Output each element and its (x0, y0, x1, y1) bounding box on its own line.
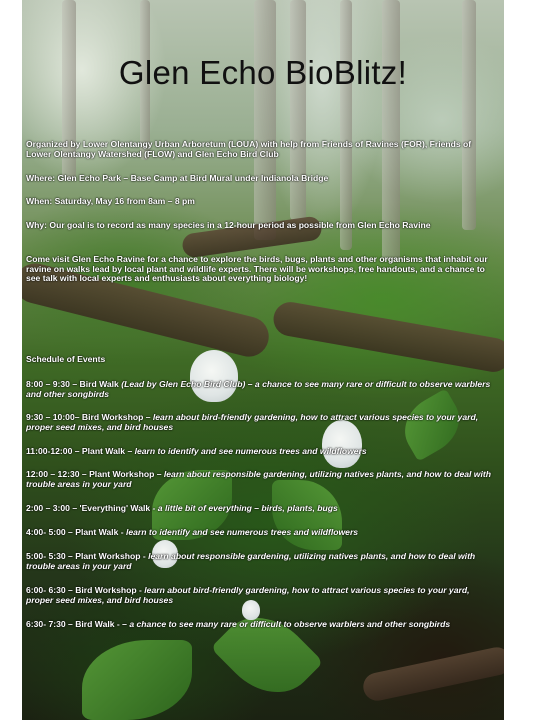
event-time: 12:00 – 12:30 (26, 469, 80, 479)
event-description: learn about responsible gardening, utilizing natives plants, and how to deal with trouble areas in your yard (26, 551, 476, 571)
event-description: (Lead by Glen Echo Bird Club) – a chance to see many rare or difficult to observe warblers and other songbirds (26, 379, 491, 399)
description-text: Come visit Glen Echo Ravine for a chance to explore the birds, bugs, plants and other organisms that inhabit our ravine on walks lead by local plant and wildlife experts. There will be workshops, free handouts, and a chance to see talk with local experts and enthusiasts about everything biology! (26, 254, 488, 284)
event-name: – Bird Walk - (65, 619, 123, 629)
event-time: 5:00- 5:30 (26, 551, 66, 561)
event-time: 4:00- 5:00 (26, 527, 66, 537)
schedule-event (26, 586, 496, 605)
schedule-event (26, 447, 496, 457)
why-text: Why: Our goal is to record as many species in a 12-hour period as possible from Glen Echo Ravine (26, 220, 431, 230)
schedule-event (26, 504, 496, 514)
when-text: When: Saturday, May 16 from 8am – 8 pm (26, 196, 195, 206)
schedule-event (26, 620, 496, 630)
event-description: – a chance to see many rare or difficult to observe warblers and other songbirds (122, 619, 451, 629)
event-description: learn about bird-friendly gardening, how to attract various species to your yard, proper seed mixes, and bird houses (26, 585, 470, 605)
event-description: learn about bird-friendly gardening, how to attract various species to your yard, proper seed mixes, and bird houses (26, 412, 479, 432)
event-name: – Plant Walk – (72, 446, 135, 456)
flyer-page (22, 0, 504, 720)
schedule-event (26, 528, 496, 538)
flyer-content (22, 0, 504, 720)
event-name: – Plant Workshop - (65, 551, 149, 561)
event-time: 8:00 – 9:30 (26, 379, 70, 389)
event-description: - a little bit of everything – birds, plants, bugs (152, 503, 338, 513)
event-name: – Plant Walk - (65, 527, 126, 537)
event-description: learn to identify and see numerous trees and wildflowers (125, 527, 359, 537)
event-time: 9:30 – 10:00 (26, 412, 75, 422)
event-time: 6:00- 6:30 (26, 585, 66, 595)
event-time: 6:30- 7:30 (26, 619, 66, 629)
where-text: Where: Glen Echo Park – Base Camp at Bird Mural under Indianola Bridge (26, 173, 329, 183)
event-time: 11:00-12:00 (26, 446, 73, 456)
schedule-event (26, 380, 496, 399)
schedule-event (26, 413, 496, 432)
event-name: – Plant Workshop – (79, 469, 164, 479)
schedule-event (26, 552, 496, 571)
event-description: learn about responsible gardening, utilizing natives plants, and how to deal with trouble areas in your yard (26, 469, 491, 489)
organizers-text: Organized by Lower Olentangy Urban Arboretum (LOUA) with help from Friends of Ravines (FOR), Friends of Lower Olentangy Watershed (FLOW) and Glen Echo Bird Club (26, 139, 472, 159)
flyer-title: Glen Echo BioBlitz! (118, 54, 408, 91)
event-name: – 'Everything' Walk (69, 503, 153, 513)
event-name: – Bird Walk (69, 379, 122, 389)
schedule-event (26, 470, 496, 489)
event-name: – Bird Workshop - (65, 585, 145, 595)
event-time: 2:00 – 3:00 (26, 503, 70, 513)
event-description: learn to identify and see numerous trees and wildflowers (134, 446, 367, 456)
event-name: – Bird Workshop – (74, 412, 153, 422)
schedule-heading: Schedule of Events (26, 354, 106, 364)
